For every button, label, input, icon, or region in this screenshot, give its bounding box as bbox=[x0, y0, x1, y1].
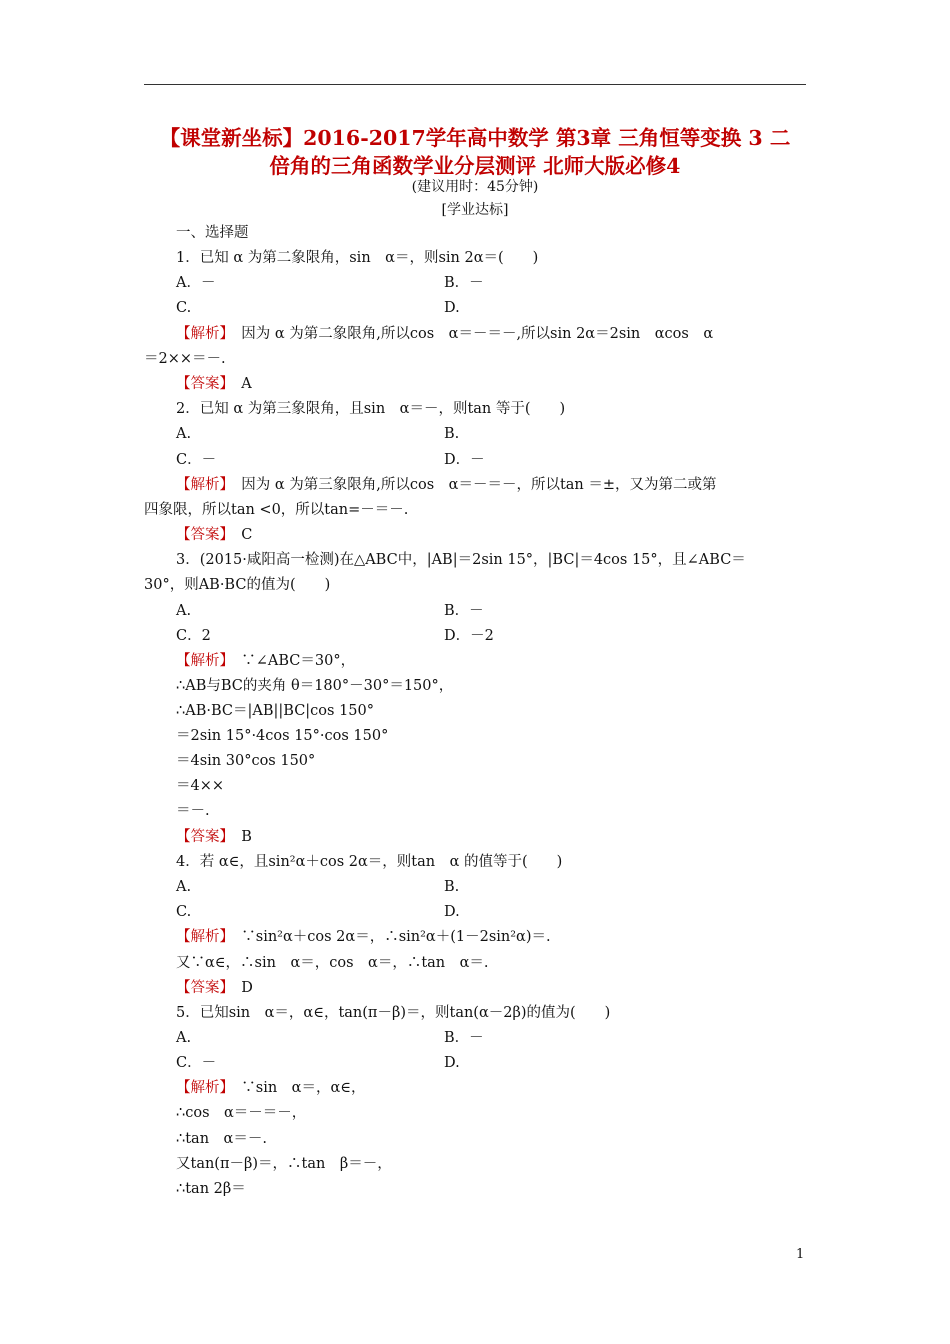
q4-stem: 4．若 α∈，且sin²α＋cos 2α＝，则tan α 的值等于( ) bbox=[176, 854, 563, 870]
q2-solution-line-2: 四象限，所以tan <0，所以tan=－＝－. bbox=[144, 502, 409, 518]
q1-option-d: D. bbox=[444, 300, 460, 316]
answer-label: 【答案】 bbox=[176, 980, 227, 996]
q2-option-c: C．－ bbox=[176, 452, 217, 468]
q3-solution-line-6: ＝4×× bbox=[176, 778, 225, 794]
q3-stem-line-1: 3．(2015·咸阳高一检测)在△ABC中，|AB|＝2sin 15°，|BC|＝4cos 15°，且∠ABC＝ bbox=[176, 552, 746, 568]
q3-option-c: C．2 bbox=[176, 628, 211, 644]
q4-option-c: C. bbox=[176, 904, 192, 920]
jiexi-label: 【解析】 bbox=[176, 326, 227, 342]
q5-solution-line-2: ∴cos α＝－＝－， bbox=[176, 1105, 307, 1121]
q3-solution-line-5: ＝4sin 30°cos 150° bbox=[176, 753, 316, 769]
q5-solution-line-5: ∴tan 2β＝ bbox=[176, 1181, 246, 1197]
q3-answer: 【答案】 B bbox=[176, 829, 252, 845]
q2-answer: 【答案】 C bbox=[176, 527, 253, 543]
q1-option-b: B．－ bbox=[444, 275, 484, 291]
jiexi-label: 【解析】 bbox=[176, 477, 227, 493]
q3-option-b: B．－ bbox=[444, 603, 484, 619]
suggested-time: (建议用时：45分钟) bbox=[411, 179, 539, 195]
jiexi-label: 【解析】 bbox=[176, 1080, 227, 1096]
q5-stem: 5．已知sin α＝，α∈，tan(π－β)＝，则tan(α－2β)的值为( ) bbox=[176, 1005, 611, 1021]
q4-option-b: B. bbox=[444, 879, 460, 895]
q3-stem-line-2: 30°，则AB·BC的值为( ) bbox=[144, 577, 331, 593]
q5-solution-line-3: ∴tan α＝－. bbox=[176, 1131, 267, 1147]
q4-solution-line-2: 又∵α∈，∴sin α＝，cos α＝，∴tan α＝. bbox=[176, 955, 489, 971]
title-line-2: 倍角的三角函数学业分层测评 北师大版必修4 bbox=[269, 154, 681, 178]
q3-option-d: D．－2 bbox=[444, 628, 494, 644]
q2-stem: 2．已知 α 为第三象限角，且sin α＝－，则tan 等于( ) bbox=[176, 401, 566, 417]
q4-solution-line-1: 【解析】 ∵sin²α＋cos 2α＝，∴sin²α＋(1－2sin²α)＝. bbox=[176, 929, 551, 945]
answer-label: 【答案】 bbox=[176, 527, 227, 543]
jiexi-label: 【解析】 bbox=[176, 929, 227, 945]
q5-option-a: A. bbox=[176, 1030, 192, 1046]
answer-label: 【答案】 bbox=[176, 376, 227, 392]
q1-option-a: A．－ bbox=[176, 275, 216, 291]
q5-option-c: C．－ bbox=[176, 1055, 217, 1071]
q5-option-d: D. bbox=[444, 1055, 460, 1071]
header-rule bbox=[144, 84, 806, 85]
answer-label: 【答案】 bbox=[176, 829, 227, 845]
q3-solution-line-7: ＝－. bbox=[176, 803, 210, 819]
q2-solution-line-1: 【解析】 因为 α 为第三象限角,所以cos α＝－＝－，所以tan ＝±，又为第二或第 bbox=[176, 477, 717, 493]
section-heading: 一、选择题 bbox=[176, 225, 249, 241]
q4-answer: 【答案】 D bbox=[176, 980, 253, 996]
q4-option-a: A. bbox=[176, 879, 192, 895]
q2-option-b: B. bbox=[444, 426, 460, 442]
section-tag: [学业达标] bbox=[441, 202, 509, 218]
q4-option-d: D. bbox=[444, 904, 460, 920]
jiexi-label: 【解析】 bbox=[176, 653, 227, 669]
q3-solution-line-3: ∴AB·BC＝|AB||BC|cos 150° bbox=[176, 703, 374, 719]
q3-solution-line-4: ＝2sin 15°·4cos 15°·cos 150° bbox=[176, 728, 389, 744]
q3-option-a: A. bbox=[176, 603, 192, 619]
q1-solution-line-1: 【解析】 因为 α 为第二象限角,所以cos α＝－＝－,所以sin 2α＝2sin αcos α bbox=[176, 326, 714, 342]
q1-solution-line-2: ＝2××＝－. bbox=[144, 351, 226, 367]
q1-answer: 【答案】 A bbox=[176, 376, 252, 392]
q2-option-a: A. bbox=[176, 426, 192, 442]
title-line-1: 【课堂新坐标】2016-2017学年高中数学 第3章 三角恒等变换 3 二 bbox=[159, 126, 791, 150]
q1-stem: 1．已知 α 为第二象限角，sin α＝，则sin 2α＝( ) bbox=[176, 250, 539, 266]
q3-solution-line-2: ∴AB与BC的夹角 θ＝180°－30°＝150°， bbox=[176, 678, 454, 694]
q5-option-b: B．－ bbox=[444, 1030, 484, 1046]
q5-solution-line-1: 【解析】 ∵sin α＝，α∈， bbox=[176, 1080, 366, 1096]
q3-solution-line-1: 【解析】 ∵∠ABC＝30°， bbox=[176, 653, 356, 669]
q5-solution-line-4: 又tan(π－β)＝，∴tan β＝－， bbox=[176, 1156, 392, 1172]
q2-option-d: D．－ bbox=[444, 452, 485, 468]
page-number: 1 bbox=[796, 1247, 805, 1262]
q1-option-c: C. bbox=[176, 300, 192, 316]
document-title bbox=[144, 124, 806, 180]
